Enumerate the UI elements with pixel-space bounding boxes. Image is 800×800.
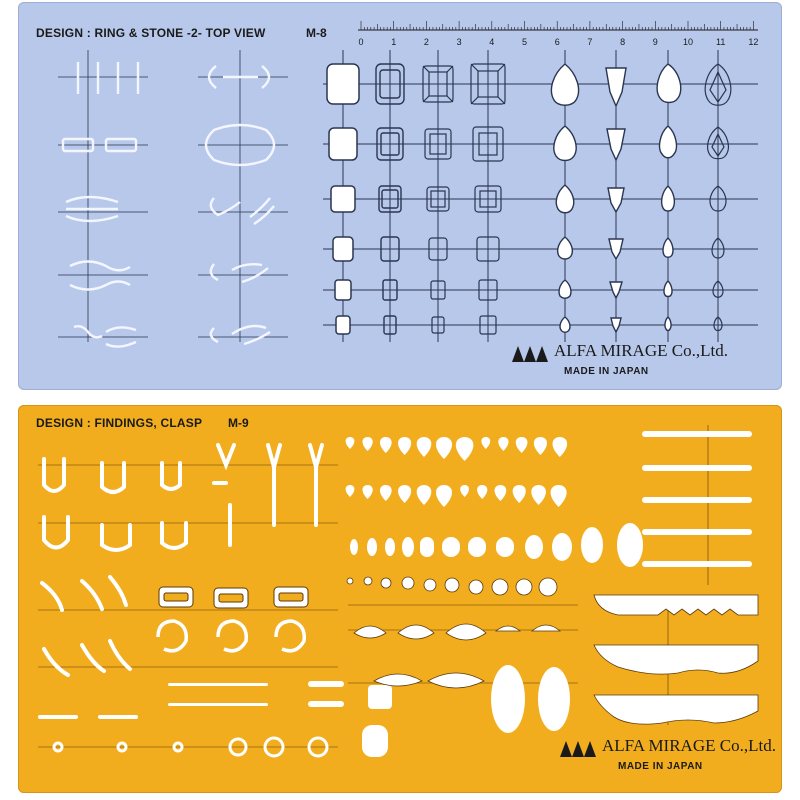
- pin-bar-cutouts: [38, 681, 392, 757]
- stone-grid-lines: [323, 50, 758, 342]
- drop-cutout: [346, 437, 355, 449]
- made-in-label: MADE IN JAPAN: [564, 366, 649, 377]
- alligator-clip-cutouts: [594, 595, 758, 724]
- drop-cutout: [552, 437, 567, 457]
- brand-name: ALFA MIRAGE Co.,Ltd.: [554, 341, 728, 360]
- ring-shank-cutouts: [58, 50, 288, 347]
- drop-cutout: [362, 437, 372, 451]
- ruler-label: 12: [748, 37, 759, 47]
- brand-logo-icon: [558, 737, 600, 764]
- square-stone-cutouts: [327, 64, 359, 334]
- drop-cutout: [481, 437, 490, 449]
- drop-cutout: [380, 437, 392, 453]
- drop-cutout: [380, 485, 392, 501]
- ruler-label: 2: [423, 37, 429, 47]
- bead-cap-cutouts: [347, 577, 560, 688]
- drop-cutouts: [346, 437, 567, 507]
- drop-cutout: [398, 437, 411, 455]
- cord-end-cutouts: [642, 431, 752, 567]
- template-code: M-8: [306, 26, 327, 40]
- ruler-label: 1: [391, 37, 397, 47]
- ring-stone-stencil-shapes: [18, 2, 782, 390]
- drop-cutout: [417, 437, 432, 457]
- drop-cutout: [346, 485, 355, 497]
- u-clasp-cutouts: [42, 445, 322, 675]
- drop-cutout: [498, 437, 508, 451]
- ruler-label: 4: [489, 37, 495, 47]
- drop-cutout: [460, 485, 469, 497]
- ruler-label: 8: [620, 37, 626, 47]
- drop-cutout: [362, 485, 372, 499]
- drop-cutout: [477, 485, 487, 499]
- ruler-label: 10: [682, 37, 694, 47]
- ruler-label: 3: [456, 37, 462, 47]
- ruler-label: 9: [652, 37, 658, 47]
- findings-stencil-shapes: [18, 405, 782, 793]
- box-clasp-cutouts: [159, 587, 308, 608]
- drop-cutout: [534, 437, 547, 455]
- ruler-label: 6: [554, 37, 560, 47]
- lobster-clasp-cutouts: [158, 621, 304, 651]
- pear-stone-cutouts: [551, 64, 680, 332]
- drop-cutout: [436, 485, 452, 507]
- findings-clasp-template: [18, 405, 782, 793]
- brand-name: ALFA MIRAGE Co.,Ltd.: [602, 736, 776, 755]
- drop-cutout: [398, 485, 411, 503]
- drop-cutout: [456, 437, 474, 461]
- template-code: M-9: [228, 416, 249, 430]
- template-title: DESIGN : RING & STONE -2- TOP VIEW: [36, 26, 266, 40]
- made-in-label: MADE IN JAPAN: [618, 761, 703, 772]
- drop-cutout: [495, 485, 507, 501]
- brand-logo-icon: [510, 342, 552, 369]
- drop-cutout: [436, 437, 452, 459]
- drop-cutout: [513, 485, 526, 503]
- ruler-label: 0: [358, 37, 364, 47]
- ruler-label: 5: [521, 37, 528, 47]
- ruler-label: 11: [716, 37, 726, 47]
- ring-stone-template: [18, 2, 782, 390]
- ruler-label: 7: [587, 37, 593, 47]
- drop-cutout: [551, 485, 567, 507]
- drop-cutout: [516, 437, 528, 453]
- drop-cutout: [417, 485, 432, 505]
- drop-cutout: [531, 485, 546, 505]
- template-title: DESIGN : FINDINGS, CLASP: [36, 416, 203, 430]
